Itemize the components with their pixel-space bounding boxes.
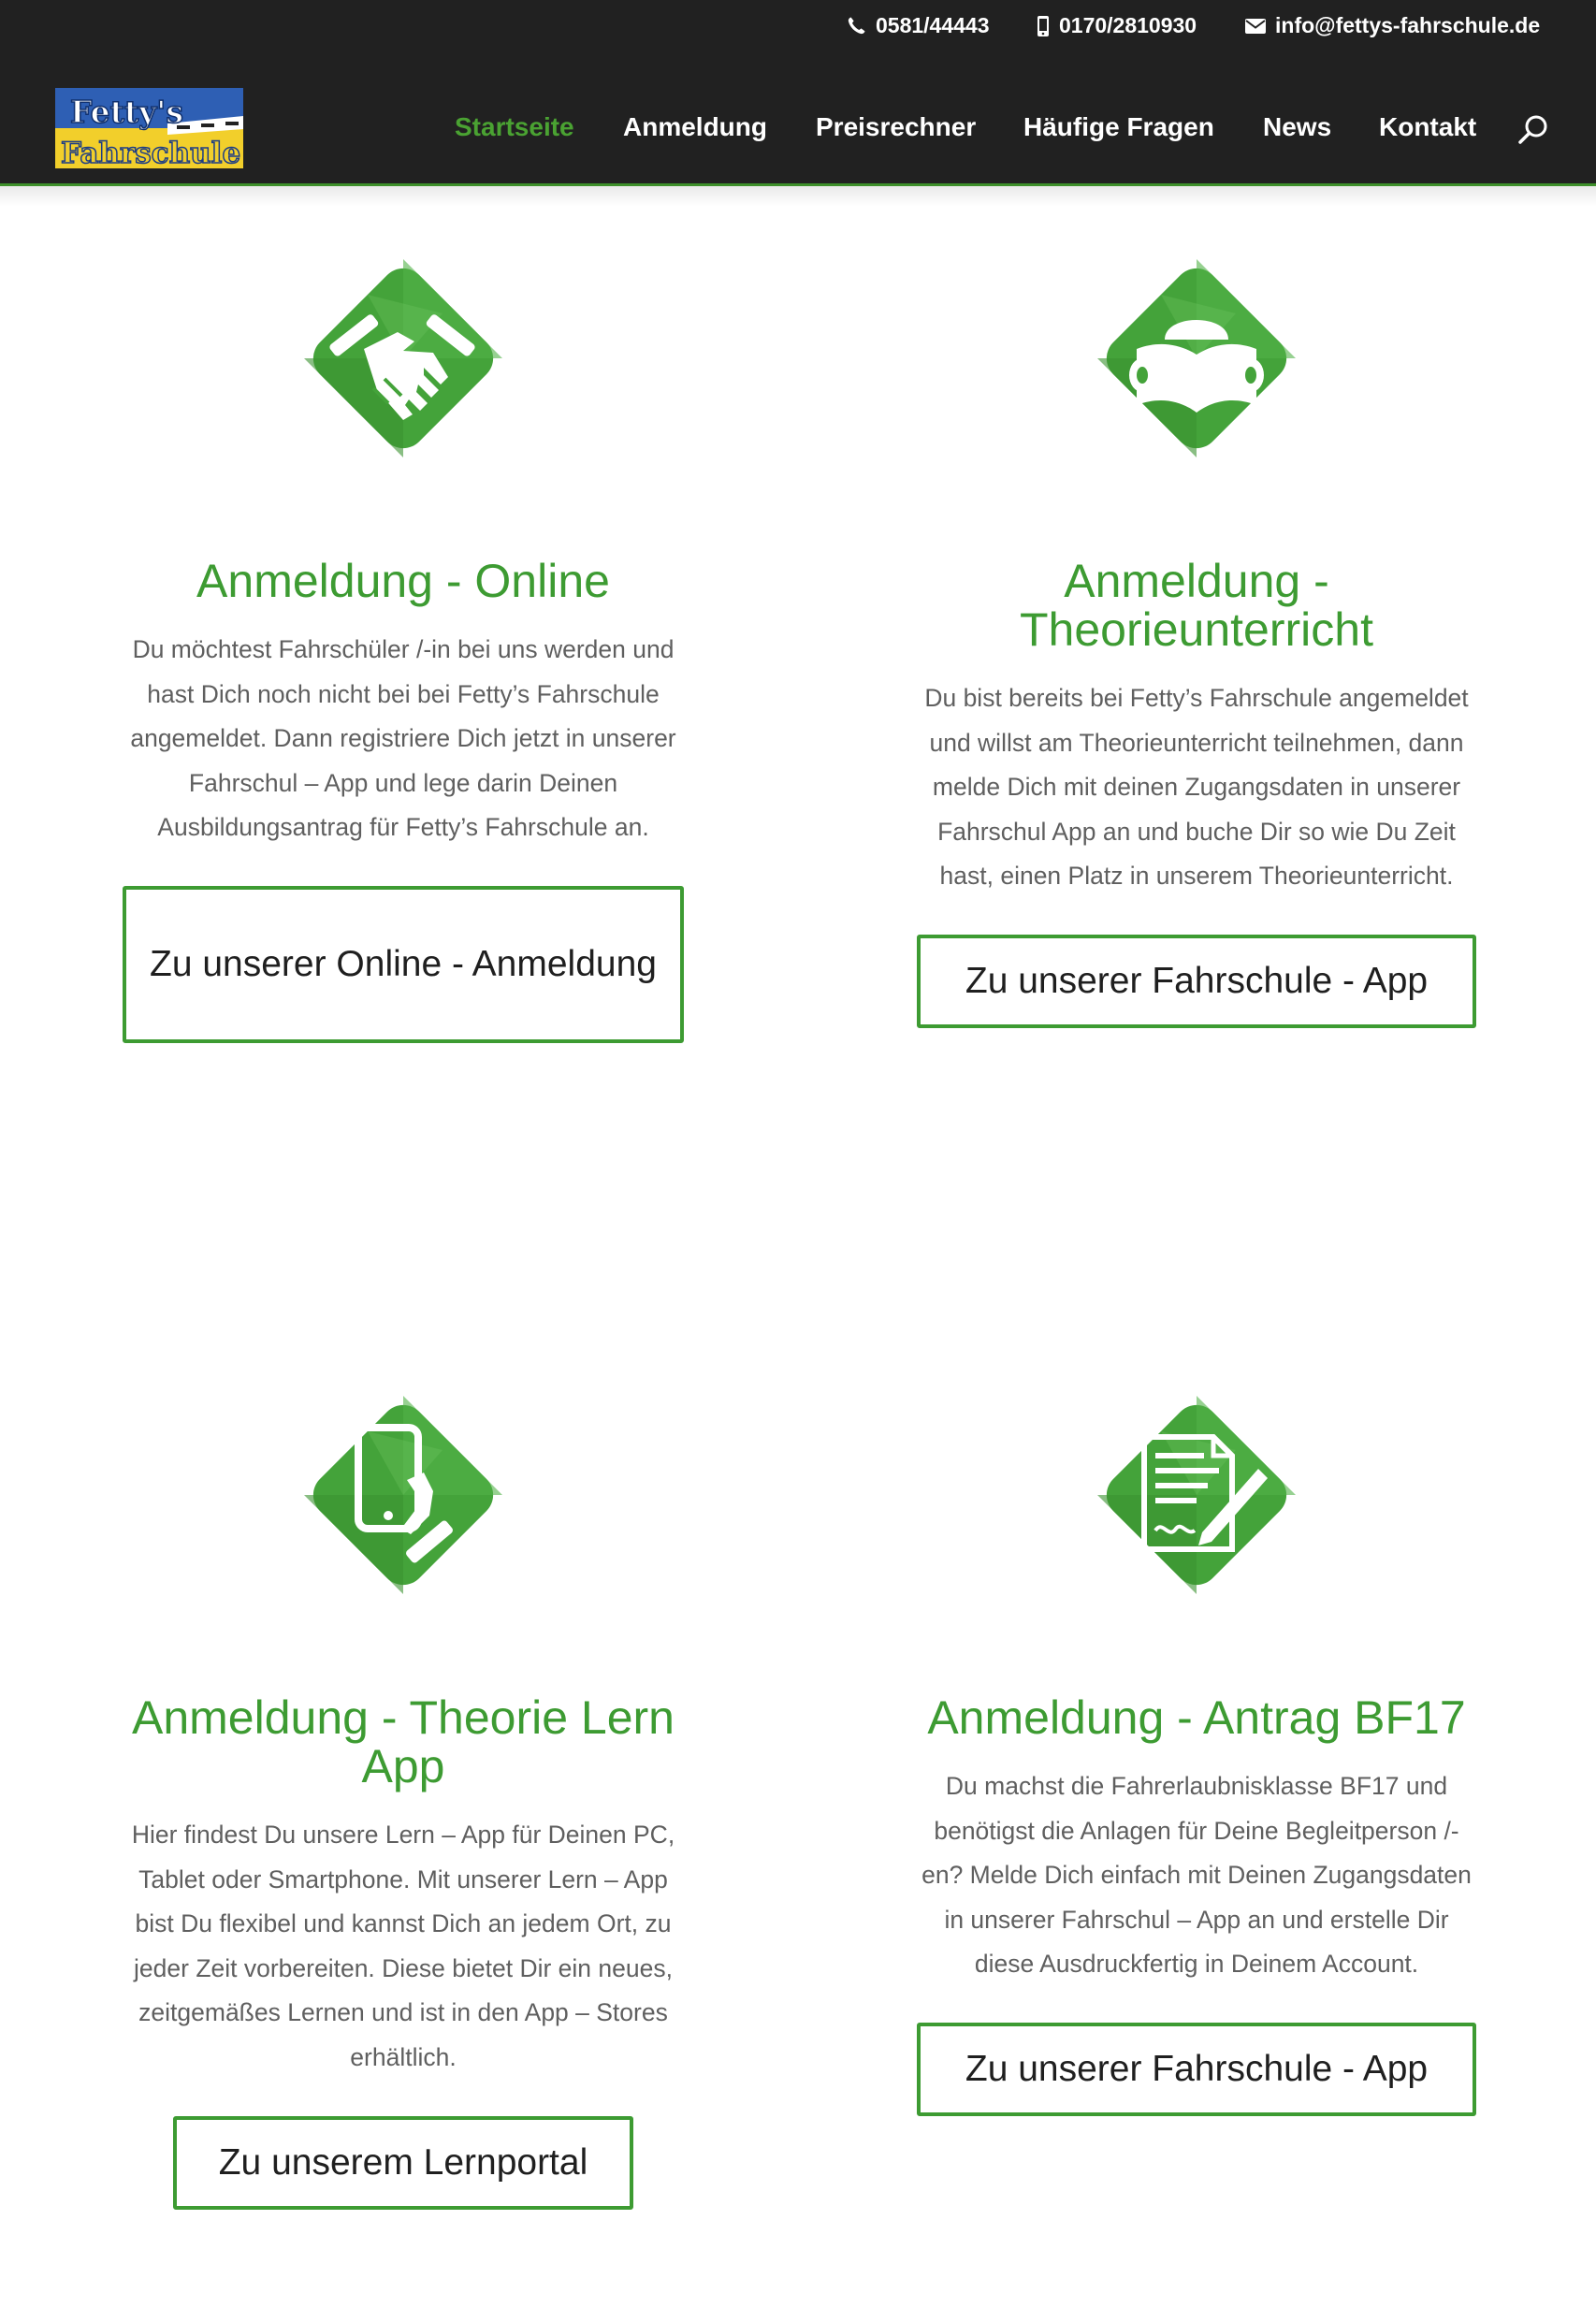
nav-item-startseite[interactable]: Startseite xyxy=(455,112,574,141)
learning-portal-button[interactable]: Zu unserem Lernportal xyxy=(173,2116,633,2210)
card-title: Anmeldung - Online xyxy=(196,555,610,607)
phone-contact[interactable] xyxy=(845,13,990,38)
card-online-registration xyxy=(123,239,684,1043)
logo-text-top: Fetty's xyxy=(70,94,183,130)
card-bf17-application xyxy=(916,1375,1477,2116)
phone-icon xyxy=(845,15,867,37)
smartphone-hand-icon xyxy=(283,1375,523,1615)
nav-item-kontakt[interactable]: Kontakt xyxy=(1379,112,1477,141)
card-description: Du machst die Fahrerlaubnisklasse BF17 und benötigst die Anlagen für Deine Begleitperson /-en? Melde Dich einfach mit Deinen Zugangsdaten in unserer Fahrschul – App an und erstelle Dir diese Ausdruckfertig in Deinem Account. xyxy=(921,1772,1472,1979)
card-theory-lessons xyxy=(916,239,1477,1028)
mobile-number: 0170/2810930 xyxy=(1059,13,1197,37)
bf17-app-button[interactable]: Zu unserer Fahrschule - App xyxy=(917,2023,1476,2116)
card-description: Hier findest Du unsere Lern – App für Deinen PC, Tablet oder Smartphone. Mit unserer Lern – App bist Du flexibel und kannst Dich an jedem Ort, zu jeder Zeit vorbereiten. Diese bietet Dir ein neues, zeitgemäßes Lernen und ist in den App – Stores erhältlich. xyxy=(131,1821,675,2071)
handshake-icon xyxy=(283,239,523,478)
phone-number: 0581/44443 xyxy=(876,13,990,37)
site-logo[interactable] xyxy=(55,88,243,168)
card-description: Du bist bereits bei Fetty’s Fahrschule angemeldet und willst am Theorieunterricht teilnehmen, dann melde Dich mit deinen Zugangsdaten in unserer Fahrschul App an und buche Dir so wie Du Zeit hast, einen Platz in unserem Theorieunterricht. xyxy=(924,684,1469,891)
card-title: Anmeldung - Antrag BF17 xyxy=(927,1691,1466,1744)
mobile-contact[interactable] xyxy=(1036,13,1197,38)
nav-item-preisrechner[interactable]: Preisrechner xyxy=(816,112,977,141)
mobile-phone-icon xyxy=(1036,15,1051,37)
card-learning-app xyxy=(123,1375,684,2210)
nav-item-news[interactable]: News xyxy=(1263,112,1332,141)
card-title: Anmeldung - Theorie Lern App xyxy=(132,1691,675,1792)
card-title: Anmeldung - Theorieunterricht xyxy=(1020,555,1373,656)
nav-item-haeufige-fragen[interactable]: Häufige Fragen xyxy=(1023,112,1214,141)
header-shadow xyxy=(0,186,1596,207)
top-contact-bar xyxy=(0,0,1596,51)
envelope-icon xyxy=(1244,18,1267,35)
email-contact[interactable] xyxy=(1244,13,1540,38)
reader-icon xyxy=(1077,239,1316,478)
email-address: info@fettys-fahrschule.de xyxy=(1275,13,1541,37)
online-registration-button[interactable]: Zu unserer Online - Anmeldung xyxy=(123,886,684,1043)
card-description: Du möchtest Fahrschüler /-in bei uns werden und hast Dich noch nicht bei bei Fetty’s Fahrschule angemeldet. Dann registriere Dich jetzt in unserer Fahrschul – App und lege darin Deinen Ausbildungsantrag für Fetty’s Fahrschule an. xyxy=(130,635,676,842)
search-icon[interactable] xyxy=(1516,112,1551,148)
nav-item-anmeldung[interactable]: Anmeldung xyxy=(623,112,767,141)
contract-sign-icon xyxy=(1077,1375,1316,1615)
theory-app-button[interactable]: Zu unserer Fahrschule - App xyxy=(917,935,1476,1028)
logo-text-bottom: Fahrschule xyxy=(61,137,241,168)
